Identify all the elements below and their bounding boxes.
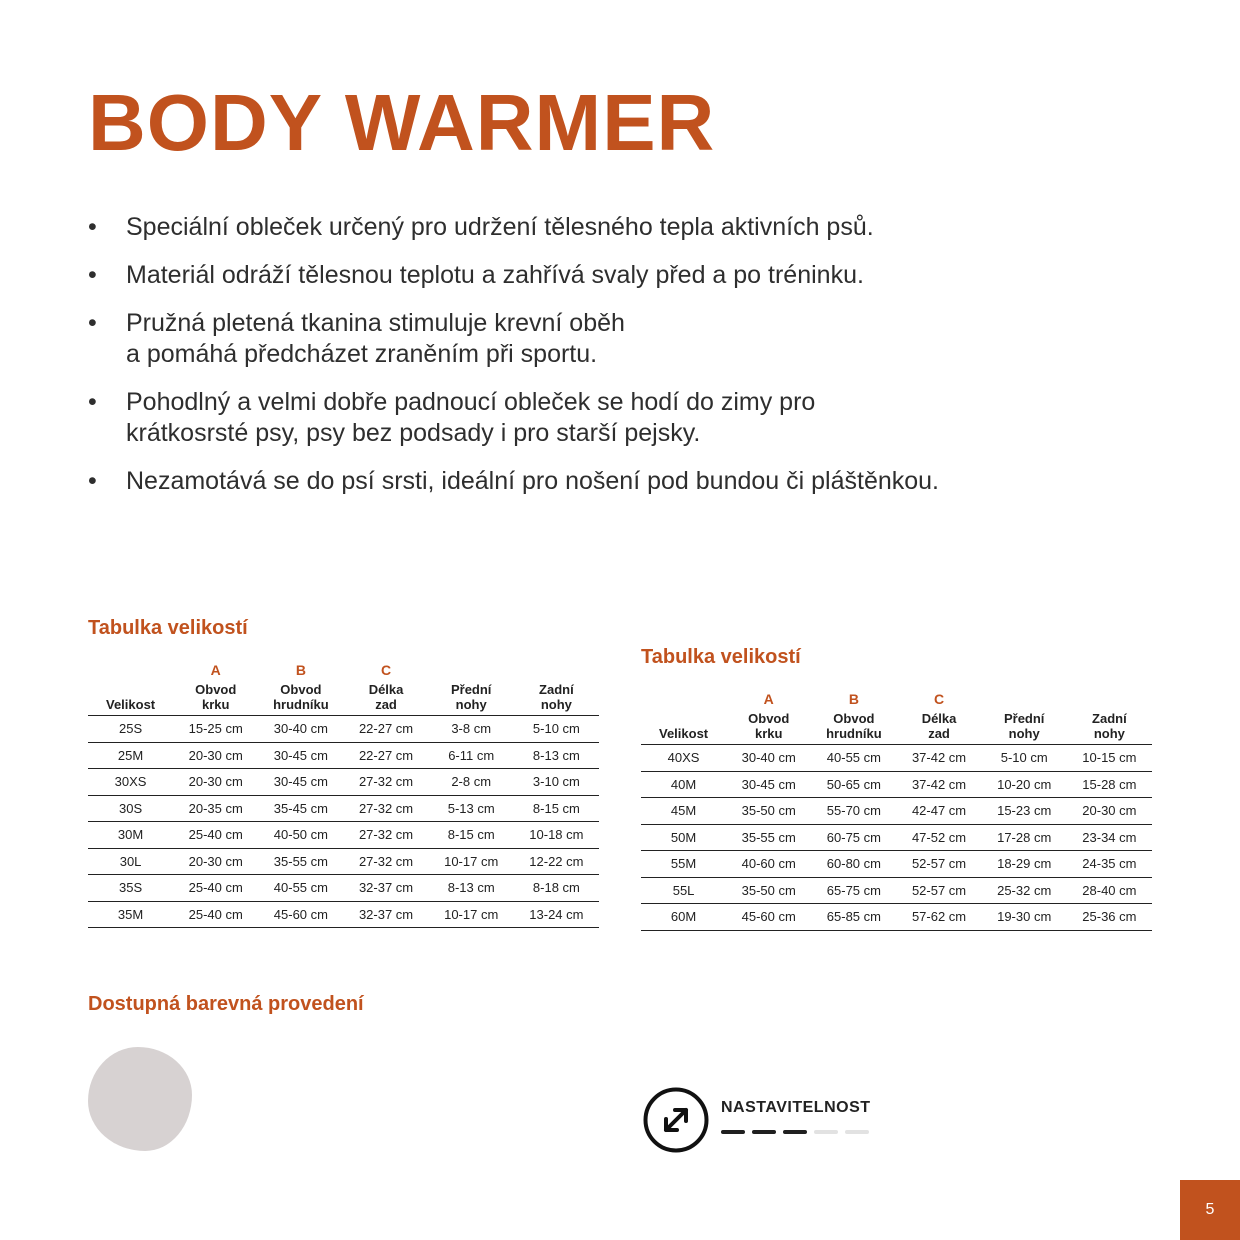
column-header: Obvod krku	[726, 711, 811, 745]
table-cell: 15-23 cm	[982, 798, 1067, 825]
table-cell: 27-32 cm	[343, 769, 428, 796]
table-row	[641, 798, 1152, 825]
rating-segment	[721, 1130, 745, 1134]
column-letter: B	[295, 662, 306, 678]
table-cell: 32-37 cm	[343, 901, 428, 928]
table-cell: 30XS	[88, 769, 173, 796]
column-header: Obvod hrudníku	[258, 682, 343, 716]
bullet-icon: •	[88, 467, 97, 495]
table-cell: 27-32 cm	[343, 795, 428, 822]
page-title: BODY WARMER	[88, 78, 716, 167]
table-cell: 30-45 cm	[258, 742, 343, 769]
table-cell: 50M	[641, 824, 726, 851]
table-cell: 19-30 cm	[982, 904, 1067, 931]
table-cell: 30-45 cm	[258, 769, 343, 796]
column-letter: A	[210, 662, 221, 678]
feature-text: Speciální obleček určený pro udržení tělesného tepla aktivních psů.	[126, 213, 874, 241]
table-cell: 15-28 cm	[1067, 771, 1152, 798]
column-letter: C	[933, 691, 945, 707]
table-cell: 40-50 cm	[258, 822, 343, 849]
feature-list	[88, 212, 1088, 514]
table-cell: 65-75 cm	[811, 877, 896, 904]
colors-title: Dostupná barevná provedení	[88, 993, 364, 1015]
rating-segment	[783, 1130, 807, 1134]
table-cell: 45M	[641, 798, 726, 825]
table-cell: 20-30 cm	[173, 848, 258, 875]
table-cell: 40M	[641, 771, 726, 798]
table-cell: 25-40 cm	[173, 822, 258, 849]
table-cell: 40-60 cm	[726, 851, 811, 878]
column-header: Obvod hrudníku	[811, 711, 896, 745]
feature-text: Pružná pletená tkanina stimuluje krevní oběh a pomáhá předcházet zraněním při sportu.	[126, 309, 625, 368]
column-letter	[1067, 689, 1152, 711]
table-row	[88, 716, 599, 743]
adjustability-rating	[721, 1130, 869, 1134]
column-header: Velikost	[88, 682, 173, 716]
rating-segment	[845, 1130, 869, 1134]
table-cell: 55-70 cm	[811, 798, 896, 825]
table-cell: 5-13 cm	[429, 795, 514, 822]
column-letter: C	[380, 662, 392, 678]
bullet-icon: •	[88, 261, 97, 289]
table-cell: 28-40 cm	[1067, 877, 1152, 904]
table-cell: 27-32 cm	[343, 822, 428, 849]
table-row	[88, 742, 599, 769]
table-cell: 45-60 cm	[726, 904, 811, 931]
table-cell: 55M	[641, 851, 726, 878]
color-swatch-grey	[88, 1047, 192, 1151]
column-letter	[88, 660, 173, 682]
table-row	[641, 851, 1152, 878]
table-cell: 12-22 cm	[514, 848, 599, 875]
table-cell: 55L	[641, 877, 726, 904]
table-cell: 8-13 cm	[429, 875, 514, 902]
feature-text: Pohodlný a velmi dobře padnoucí obleček se hodí do zimy pro krátkosrsté psy, psy bez podsady i pro starší pejsky.	[126, 388, 816, 447]
table-cell: 24-35 cm	[1067, 851, 1152, 878]
size-table-title-2: Tabulka velikostí	[641, 646, 801, 668]
table-cell: 3-10 cm	[514, 769, 599, 796]
table-cell: 10-17 cm	[429, 848, 514, 875]
table-cell: 10-20 cm	[982, 771, 1067, 798]
size-table-1	[88, 660, 599, 928]
size-table-title-1: Tabulka velikostí	[88, 617, 248, 639]
table-cell: 17-28 cm	[982, 824, 1067, 851]
table-cell: 30M	[88, 822, 173, 849]
feature-text: Nezamotává se do psí srsti, ideální pro nošení pod bundou či pláštěnkou.	[126, 467, 940, 495]
table-cell: 22-27 cm	[343, 716, 428, 743]
table-cell: 6-11 cm	[429, 742, 514, 769]
table-cell: 50-65 cm	[811, 771, 896, 798]
table-cell: 3-8 cm	[429, 716, 514, 743]
table-cell: 25M	[88, 742, 173, 769]
rating-segment	[752, 1130, 776, 1134]
table-cell: 8-13 cm	[514, 742, 599, 769]
table-cell: 30-45 cm	[726, 771, 811, 798]
column-header: Délka zad	[343, 682, 428, 716]
size-table-2	[641, 689, 1152, 931]
table-cell: 25-36 cm	[1067, 904, 1152, 931]
table-cell: 30S	[88, 795, 173, 822]
table-cell: 5-10 cm	[514, 716, 599, 743]
table-cell: 32-37 cm	[343, 875, 428, 902]
column-letter: A	[763, 691, 774, 707]
table-cell: 25S	[88, 716, 173, 743]
table-cell: 23-34 cm	[1067, 824, 1152, 851]
rating-segment	[814, 1130, 838, 1134]
table-row	[641, 745, 1152, 772]
column-header: Zadní nohy	[514, 682, 599, 716]
table-cell: 15-25 cm	[173, 716, 258, 743]
feature-item	[88, 212, 1088, 243]
table-cell: 30L	[88, 848, 173, 875]
table-cell: 18-29 cm	[982, 851, 1067, 878]
table-cell: 37-42 cm	[896, 771, 981, 798]
table-cell: 8-18 cm	[514, 875, 599, 902]
table-cell: 35-50 cm	[726, 877, 811, 904]
diagonal-resize-arrows-icon	[642, 1086, 710, 1154]
table-cell: 40-55 cm	[811, 745, 896, 772]
table-cell: 47-52 cm	[896, 824, 981, 851]
table-cell: 10-18 cm	[514, 822, 599, 849]
table-cell: 42-47 cm	[896, 798, 981, 825]
table-row	[88, 848, 599, 875]
table-cell: 13-24 cm	[514, 901, 599, 928]
table-cell: 25-32 cm	[982, 877, 1067, 904]
table-cell: 5-10 cm	[982, 745, 1067, 772]
table-row	[88, 769, 599, 796]
table-cell: 52-57 cm	[896, 851, 981, 878]
table-cell: 2-8 cm	[429, 769, 514, 796]
column-letter	[514, 660, 599, 682]
feature-item	[88, 308, 1088, 370]
table-cell: 30-40 cm	[258, 716, 343, 743]
table-row	[641, 904, 1152, 931]
table-cell: 8-15 cm	[514, 795, 599, 822]
table-row	[88, 901, 599, 928]
table-cell: 40XS	[641, 745, 726, 772]
table-cell: 35-55 cm	[726, 824, 811, 851]
table-cell: 35-55 cm	[258, 848, 343, 875]
feature-text: Materiál odráží tělesnou teplotu a zahřívá svaly před a po tréninku.	[126, 261, 864, 289]
table-cell: 52-57 cm	[896, 877, 981, 904]
table-row	[88, 795, 599, 822]
page-number: 5	[1180, 1180, 1240, 1240]
table-cell: 30-40 cm	[726, 745, 811, 772]
table-cell: 8-15 cm	[429, 822, 514, 849]
column-letter	[982, 689, 1067, 711]
table-cell: 65-85 cm	[811, 904, 896, 931]
table-row	[641, 877, 1152, 904]
adjustability-label: NASTAVITELNOST	[721, 1099, 871, 1116]
table-row	[88, 875, 599, 902]
column-header: Přední nohy	[982, 711, 1067, 745]
table-row	[641, 824, 1152, 851]
column-header: Obvod krku	[173, 682, 258, 716]
table-cell: 35M	[88, 901, 173, 928]
table-cell: 37-42 cm	[896, 745, 981, 772]
feature-item	[88, 260, 1088, 291]
column-header: Přední nohy	[429, 682, 514, 716]
column-header: Zadní nohy	[1067, 711, 1152, 745]
table-cell: 27-32 cm	[343, 848, 428, 875]
bullet-icon: •	[88, 309, 97, 337]
table-cell: 20-30 cm	[1067, 798, 1152, 825]
bullet-icon: •	[88, 388, 97, 416]
table-cell: 20-30 cm	[173, 769, 258, 796]
table-cell: 57-62 cm	[896, 904, 981, 931]
table-row	[88, 822, 599, 849]
table-cell: 35S	[88, 875, 173, 902]
table-cell: 40-55 cm	[258, 875, 343, 902]
column-letter	[641, 689, 726, 711]
table-cell: 10-17 cm	[429, 901, 514, 928]
table-cell: 60-75 cm	[811, 824, 896, 851]
feature-item	[88, 466, 1088, 497]
table-cell: 20-35 cm	[173, 795, 258, 822]
column-letter	[429, 660, 514, 682]
column-header: Velikost	[641, 711, 726, 745]
column-letter: B	[848, 691, 859, 707]
column-header: Délka zad	[896, 711, 981, 745]
feature-item	[88, 387, 1088, 449]
table-cell: 25-40 cm	[173, 901, 258, 928]
bullet-icon: •	[88, 213, 97, 241]
table-row	[641, 771, 1152, 798]
table-cell: 25-40 cm	[173, 875, 258, 902]
table-cell: 10-15 cm	[1067, 745, 1152, 772]
table-cell: 35-50 cm	[726, 798, 811, 825]
table-cell: 20-30 cm	[173, 742, 258, 769]
table-cell: 45-60 cm	[258, 901, 343, 928]
table-cell: 60M	[641, 904, 726, 931]
table-cell: 22-27 cm	[343, 742, 428, 769]
table-cell: 35-45 cm	[258, 795, 343, 822]
table-cell: 60-80 cm	[811, 851, 896, 878]
